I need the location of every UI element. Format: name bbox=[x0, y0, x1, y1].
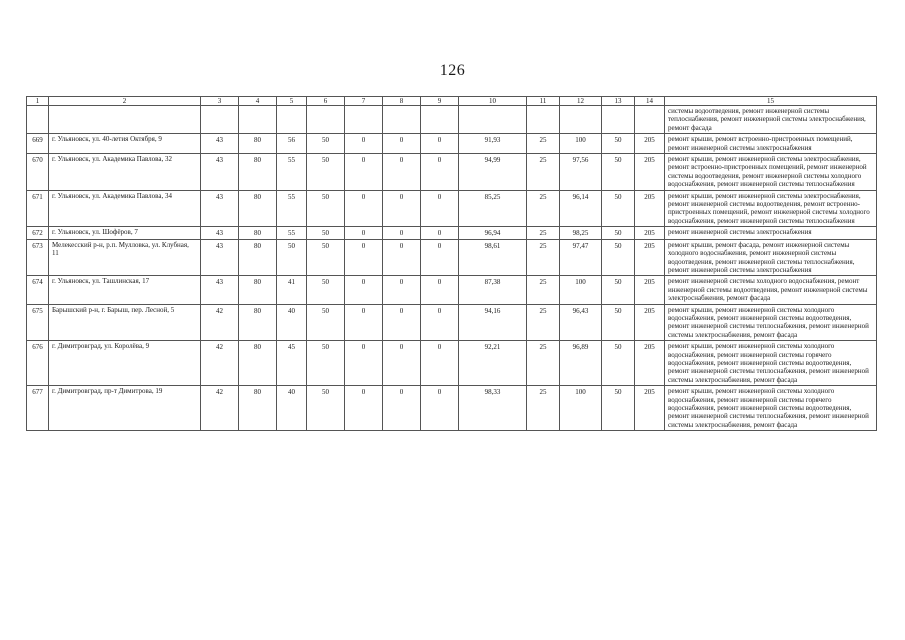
col-5: 56 bbox=[277, 134, 307, 154]
address: г. Ульяновск, ул. Академика Павлова, 34 bbox=[49, 190, 201, 227]
continuation-row bbox=[27, 106, 877, 134]
col-10: 96,94 bbox=[459, 227, 527, 239]
col-14: 205 bbox=[635, 341, 665, 386]
header-cell: 15 bbox=[665, 97, 877, 106]
header-cell: 11 bbox=[527, 97, 560, 106]
col-9: 0 bbox=[421, 134, 459, 154]
col-6: 50 bbox=[307, 341, 345, 386]
work-description: ремонт крыши, ремонт встроенно-пристроенных помещений, ремонт инженерной системы электроснабжения bbox=[665, 134, 877, 154]
col-13: 50 bbox=[602, 341, 635, 386]
col-9: 0 bbox=[421, 190, 459, 227]
page-number: 126 bbox=[439, 62, 466, 79]
col-14: 205 bbox=[635, 154, 665, 191]
col-11: 25 bbox=[527, 276, 560, 304]
col-6: 50 bbox=[307, 190, 345, 227]
col-14: 205 bbox=[635, 386, 665, 431]
col-7: 0 bbox=[345, 239, 383, 276]
header-cell: 5 bbox=[277, 97, 307, 106]
col-4: 80 bbox=[239, 386, 277, 431]
col-11: 25 bbox=[527, 239, 560, 276]
col-12: 100 bbox=[560, 386, 602, 431]
col-6: 50 bbox=[307, 239, 345, 276]
col-13: 50 bbox=[602, 134, 635, 154]
col-8: 0 bbox=[383, 304, 421, 341]
col-12: 96,43 bbox=[560, 304, 602, 341]
col-10: 85,25 bbox=[459, 190, 527, 227]
col-11: 25 bbox=[527, 341, 560, 386]
col-8: 0 bbox=[383, 239, 421, 276]
col-7: 0 bbox=[345, 134, 383, 154]
col-3: 43 bbox=[201, 154, 239, 191]
col-10: 92,21 bbox=[459, 341, 527, 386]
col-3: 43 bbox=[201, 190, 239, 227]
col-11: 25 bbox=[527, 134, 560, 154]
header-cell: 10 bbox=[459, 97, 527, 106]
col-6: 50 bbox=[307, 134, 345, 154]
col-3: 43 bbox=[201, 276, 239, 304]
col-7: 0 bbox=[345, 341, 383, 386]
col-9: 0 bbox=[421, 386, 459, 431]
col-4: 80 bbox=[239, 276, 277, 304]
address: г. Димитровград, пр-т Димитрова, 19 bbox=[49, 386, 201, 431]
work-description: ремонт инженерной системы электроснабжения bbox=[665, 227, 877, 239]
repair-program-table bbox=[26, 96, 877, 431]
col-12: 97,47 bbox=[560, 239, 602, 276]
table-row bbox=[27, 190, 877, 227]
col-4: 80 bbox=[239, 227, 277, 239]
col-9: 0 bbox=[421, 276, 459, 304]
col-14: 205 bbox=[635, 227, 665, 239]
col-6: 50 bbox=[307, 386, 345, 431]
col-11: 25 bbox=[527, 304, 560, 341]
col-3: 42 bbox=[201, 341, 239, 386]
col-3: 43 bbox=[201, 227, 239, 239]
col-13: 50 bbox=[602, 304, 635, 341]
col-13: 50 bbox=[602, 227, 635, 239]
address: г. Димитровград, ул. Королёва, 9 bbox=[49, 341, 201, 386]
table-body bbox=[27, 97, 877, 431]
col-11: 25 bbox=[527, 227, 560, 239]
col-12: 100 bbox=[560, 134, 602, 154]
header-cell: 1 bbox=[27, 97, 49, 106]
col-7: 0 bbox=[345, 154, 383, 191]
col-6: 50 bbox=[307, 154, 345, 191]
col-12: 96,14 bbox=[560, 190, 602, 227]
address: г. Ульяновск, ул. Академика Павлова, 32 bbox=[49, 154, 201, 191]
col-4: 80 bbox=[239, 154, 277, 191]
table-row bbox=[27, 386, 877, 431]
col-5: 41 bbox=[277, 276, 307, 304]
col-11: 25 bbox=[527, 154, 560, 191]
col-8: 0 bbox=[383, 227, 421, 239]
col-7: 0 bbox=[345, 276, 383, 304]
col-3: 42 bbox=[201, 304, 239, 341]
col-13: 50 bbox=[602, 239, 635, 276]
header-cell: 9 bbox=[421, 97, 459, 106]
row-number: 672 bbox=[27, 227, 49, 239]
col-13: 50 bbox=[602, 154, 635, 191]
col-8: 0 bbox=[383, 386, 421, 431]
col-9: 0 bbox=[421, 227, 459, 239]
col-9: 0 bbox=[421, 341, 459, 386]
row-number: 677 bbox=[27, 386, 49, 431]
row-number: 671 bbox=[27, 190, 49, 227]
col-11: 25 bbox=[527, 190, 560, 227]
col-12: 96,89 bbox=[560, 341, 602, 386]
address: г. Ульяновск, ул. Шофёров, 7 bbox=[49, 227, 201, 239]
row-number: 675 bbox=[27, 304, 49, 341]
col-13: 50 bbox=[602, 276, 635, 304]
address: г. Ульяновск, ул. 40-летия Октября, 9 bbox=[49, 134, 201, 154]
row-number: 670 bbox=[27, 154, 49, 191]
address: Мелекесский р-н, р.п. Мулловка, ул. Клубная, 11 bbox=[49, 239, 201, 276]
col-8: 0 bbox=[383, 276, 421, 304]
col-10: 94,16 bbox=[459, 304, 527, 341]
col-10: 87,38 bbox=[459, 276, 527, 304]
table-row bbox=[27, 239, 877, 276]
row-number: 673 bbox=[27, 239, 49, 276]
col-6: 50 bbox=[307, 304, 345, 341]
header-cell: 4 bbox=[239, 97, 277, 106]
header-cell: 6 bbox=[307, 97, 345, 106]
col-4: 80 bbox=[239, 134, 277, 154]
header-row bbox=[27, 97, 877, 106]
col-13: 50 bbox=[602, 190, 635, 227]
work-description: ремонт крыши, ремонт инженерной системы электроснабжения, ремонт встроенно-пристроенных помещений, ремонт инженерной системы водоотведения, ремонт инженерной системы холодного водоснабжения, ремонт инженерной системы теплоснабжения bbox=[665, 154, 877, 191]
col-8: 0 bbox=[383, 154, 421, 191]
header-cell: 13 bbox=[602, 97, 635, 106]
table-row bbox=[27, 134, 877, 154]
row-number: 674 bbox=[27, 276, 49, 304]
col-14: 205 bbox=[635, 304, 665, 341]
header-cell: 8 bbox=[383, 97, 421, 106]
col-5: 40 bbox=[277, 386, 307, 431]
work-description: системы водоотведения, ремонт инженерной системы теплоснабжения, ремонт инженерной системы электроснабжения, ремонт фасада bbox=[665, 106, 877, 134]
work-description: ремонт крыши, ремонт инженерной системы холодного водоснабжения, ремонт инженерной системы горячего водоснабжения, ремонт инженерной системы водоотведения, ремонт инженерной системы теплоснабжения, ремонт инженерной системы электроснабжения, ремонт фасада bbox=[665, 386, 877, 431]
col-14: 205 bbox=[635, 134, 665, 154]
work-description: ремонт крыши, ремонт фасада, ремонт инженерной системы холодного водоснабжения, ремонт инженерной системы водоотведения, ремонт инженерной системы теплоснабжения, ремонт инженерной системы электроснабжения bbox=[665, 239, 877, 276]
col-10: 98,61 bbox=[459, 239, 527, 276]
col-14: 205 bbox=[635, 239, 665, 276]
col-7: 0 bbox=[345, 190, 383, 227]
col-6: 50 bbox=[307, 276, 345, 304]
table-row bbox=[27, 341, 877, 386]
header-cell: 2 bbox=[49, 97, 201, 106]
col-7: 0 bbox=[345, 386, 383, 431]
col-4: 80 bbox=[239, 239, 277, 276]
col-3: 43 bbox=[201, 239, 239, 276]
col-5: 45 bbox=[277, 341, 307, 386]
col-10: 94,99 bbox=[459, 154, 527, 191]
col-8: 0 bbox=[383, 341, 421, 386]
address: Барышский р-н, г. Барыш, пер. Лесной, 5 bbox=[49, 304, 201, 341]
header-cell: 14 bbox=[635, 97, 665, 106]
header-cell: 7 bbox=[345, 97, 383, 106]
header-cell: 12 bbox=[560, 97, 602, 106]
table-row bbox=[27, 154, 877, 191]
col-5: 55 bbox=[277, 154, 307, 191]
col-10: 91,93 bbox=[459, 134, 527, 154]
table-row bbox=[27, 304, 877, 341]
table-row bbox=[27, 227, 877, 239]
col-4: 80 bbox=[239, 341, 277, 386]
col-12: 98,25 bbox=[560, 227, 602, 239]
table-row bbox=[27, 276, 877, 304]
row-number: 669 bbox=[27, 134, 49, 154]
col-11: 25 bbox=[527, 386, 560, 431]
col-14: 205 bbox=[635, 276, 665, 304]
work-description: ремонт крыши, ремонт инженерной системы электроснабжения, ремонт инженерной системы водоотведения, ремонт встроенно-пристроенных помещений, ремонт инженерной системы холодного водоснабжения, ремонт инженерной системы теплоснабжения bbox=[665, 190, 877, 227]
row-number: 676 bbox=[27, 341, 49, 386]
col-4: 80 bbox=[239, 304, 277, 341]
col-9: 0 bbox=[421, 239, 459, 276]
col-3: 42 bbox=[201, 386, 239, 431]
col-9: 0 bbox=[421, 304, 459, 341]
col-8: 0 bbox=[383, 134, 421, 154]
col-4: 80 bbox=[239, 190, 277, 227]
work-description: ремонт крыши, ремонт инженерной системы холодного водоснабжения, ремонт инженерной системы водоотведения, ремонт инженерной системы теплоснабжения, ремонт инженерной системы электроснабжения, ремонт фасада bbox=[665, 304, 877, 341]
col-7: 0 bbox=[345, 304, 383, 341]
col-14: 205 bbox=[635, 190, 665, 227]
col-5: 50 bbox=[277, 239, 307, 276]
col-5: 40 bbox=[277, 304, 307, 341]
col-10: 98,33 bbox=[459, 386, 527, 431]
col-7: 0 bbox=[345, 227, 383, 239]
work-description: ремонт инженерной системы холодного водоснабжения, ремонт инженерной системы водоотведения, ремонт инженерной системы электроснабжения, ремонт фасада bbox=[665, 276, 877, 304]
col-8: 0 bbox=[383, 190, 421, 227]
header-cell: 3 bbox=[201, 97, 239, 106]
col-3: 43 bbox=[201, 134, 239, 154]
col-5: 55 bbox=[277, 190, 307, 227]
col-5: 55 bbox=[277, 227, 307, 239]
work-description: ремонт крыши, ремонт инженерной системы холодного водоснабжения, ремонт инженерной системы горячего водоснабжения, ремонт инженерной системы водоотведения, ремонт инженерной системы теплоснабжения, ремонт инженерной системы электроснабжения, ремонт фасада bbox=[665, 341, 877, 386]
col-12: 97,56 bbox=[560, 154, 602, 191]
col-9: 0 bbox=[421, 154, 459, 191]
col-6: 50 bbox=[307, 227, 345, 239]
col-13: 50 bbox=[602, 386, 635, 431]
address: г. Ульяновск, ул. Ташлинская, 17 bbox=[49, 276, 201, 304]
col-12: 100 bbox=[560, 276, 602, 304]
